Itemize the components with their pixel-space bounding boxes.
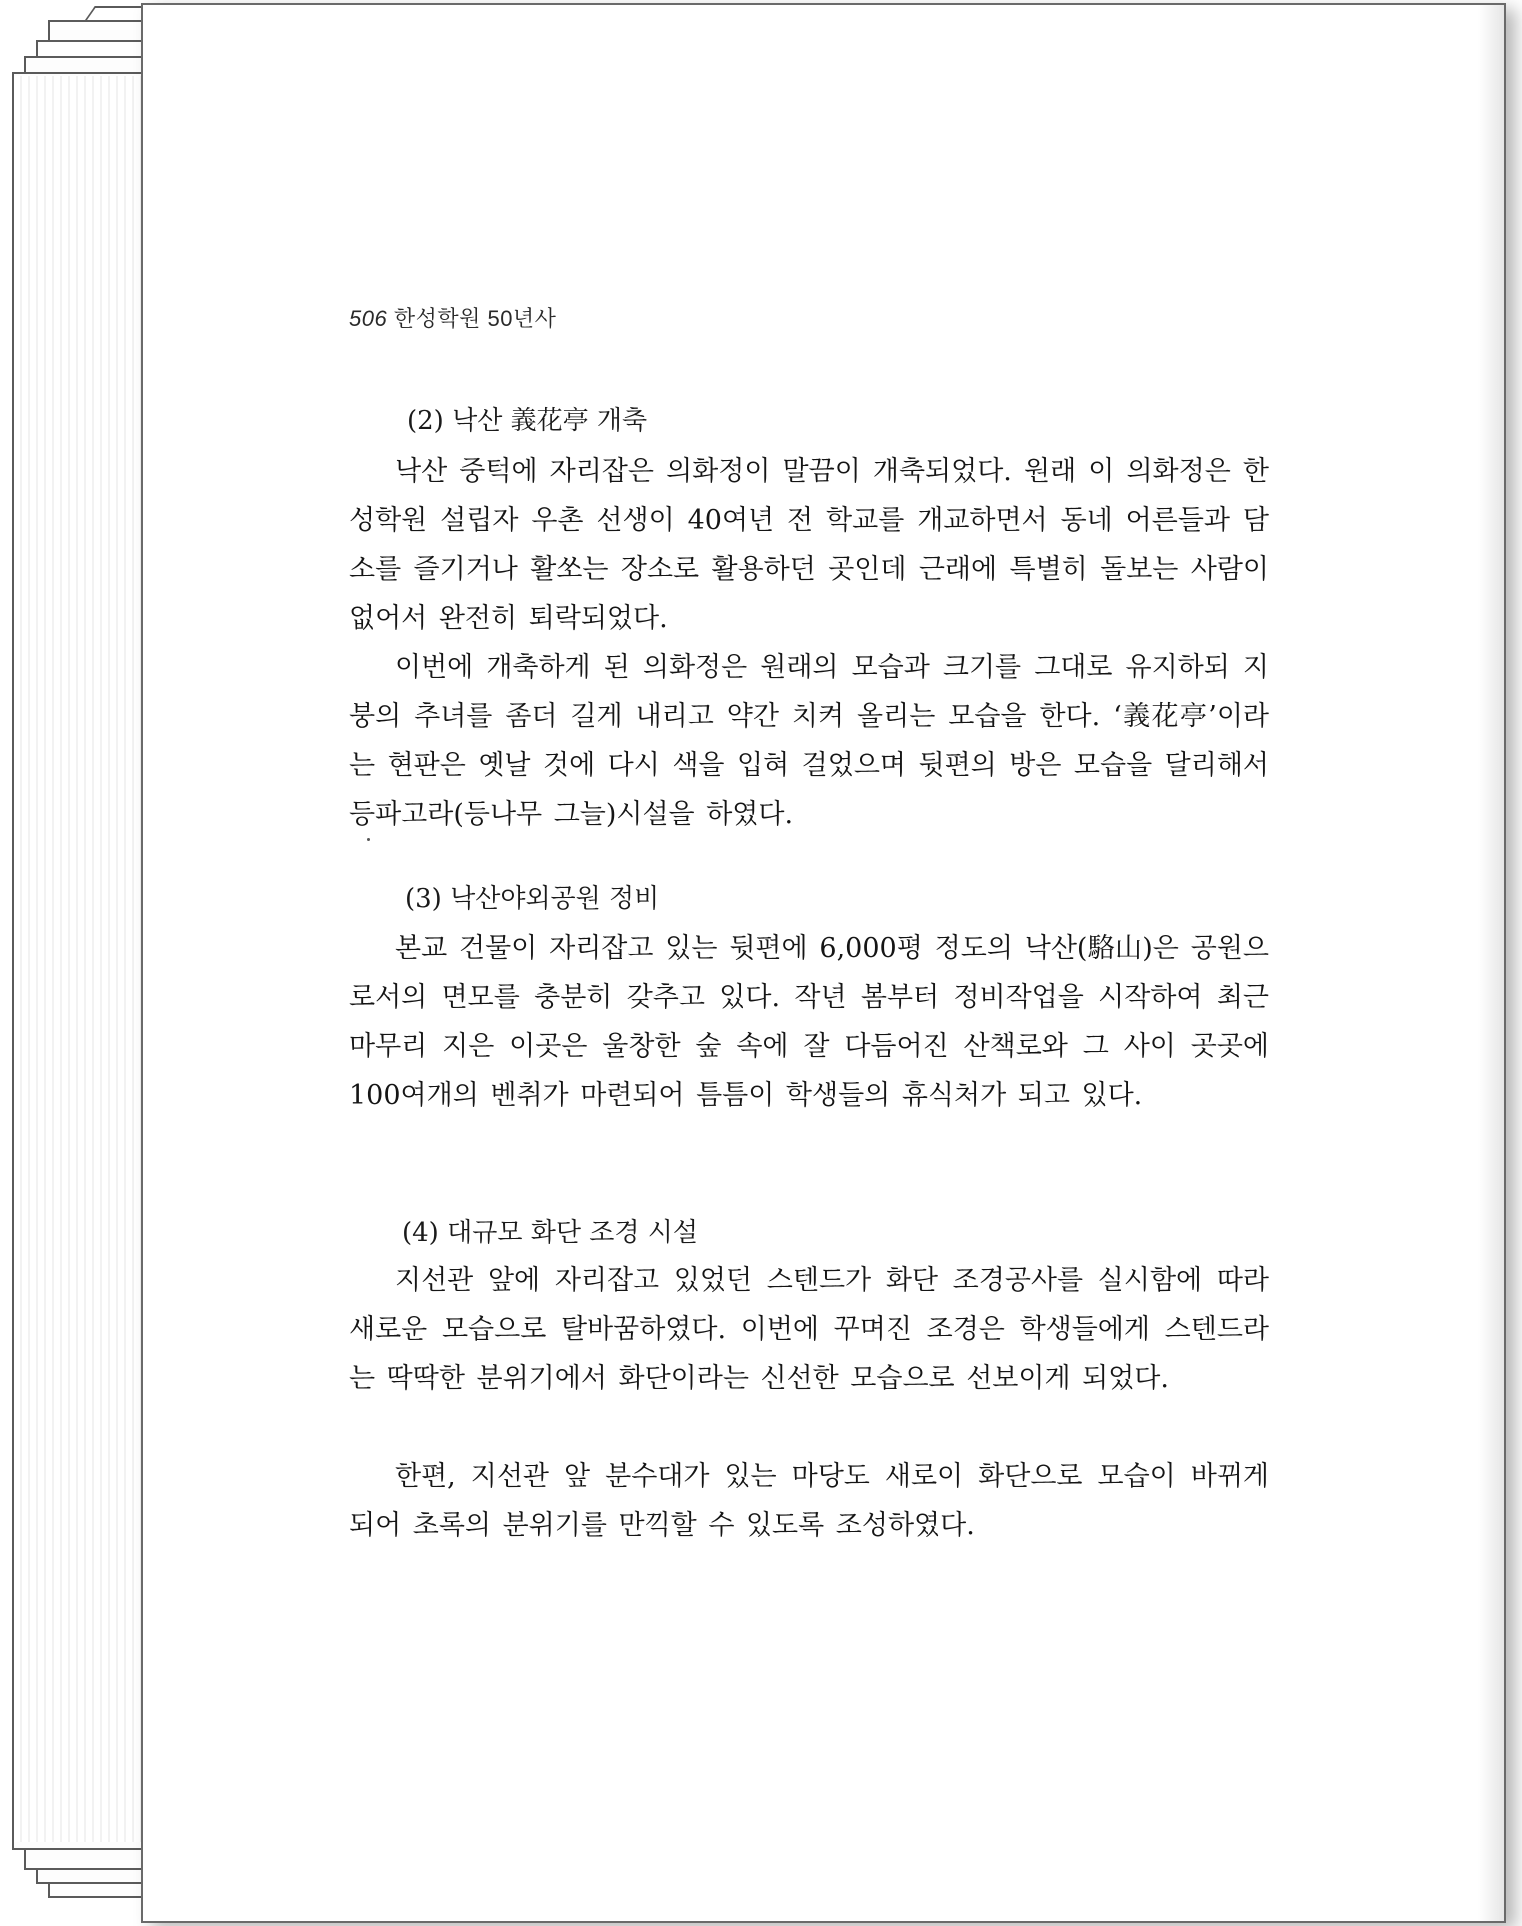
book-title: 한성학원 50년사	[393, 306, 557, 331]
section-heading: (2) 낙산 義花亭 개축	[407, 406, 648, 436]
paragraph: 본교 건물이 자리잡고 있는 뒷편에 6,000평 정도의 낙산(駱山)은 공원으로서의 면모를 충분히 갖추고 있다. 작년 봄부터 정비작업을 시작하여 최근 마무리 지은 이곳은 울창한 숲 속에 잘 다듬어진 산책로와 그 사이 곳곳에 100여개의 벤취가 마련되어 틈틈이 학생들의 휴식처가 되고 있다.	[349, 933, 1269, 1111]
page-number: 506	[349, 306, 388, 331]
paragraph: 한편, 지선관 앞 분수대가 있는 마당도 새로이 화단으로 모습이 바뀌게 되어 초록의 분위기를 만끽할 수 있도록 조성하였다.	[349, 1461, 1269, 1541]
paragraph: 낙산 중턱에 자리잡은 의화정이 말끔이 개축되었다. 원래 이 의화정은 한성학원 설립자 우촌 선생이 40여년 전 학교를 개교하면서 동네 어른들과 담소를 즐기거나 활쏘는 장소로 활용하던 곳인데 근래에 특별히 돌보는 사람이 없어서 완전히 퇴락되었다.	[349, 456, 1269, 634]
section-heading: (3) 낙산야외공원 정비	[405, 884, 660, 914]
scan-speck	[367, 838, 370, 841]
paragraph: 지선관 앞에 자리잡고 있었던 스텐드가 화단 조경공사를 실시함에 따라 새로운 모습으로 탈바꿈하였다. 이번에 꾸며진 조경은 학생들에게 스텐드라는 딱딱한 분위기에서 화단이라는 신선한 모습으로 선보이게 되었다.	[349, 1265, 1269, 1394]
paragraph: 이번에 개축하게 된 의화정은 원래의 모습과 크기를 그대로 유지하되 지붕의 추녀를 좀더 길게 내리고 약간 치켜 올리는 모습을 한다. ‘義花亭’이라는 현판은 옛날 것에 다시 색을 입혀 걸었으며 뒷편의 방은 모습을 달리해서 등파고라(등나무 그늘)시설을 하였다.	[349, 652, 1269, 830]
section-heading: (4) 대규모 화단 조경 시설	[402, 1218, 698, 1248]
running-head	[349, 302, 556, 333]
